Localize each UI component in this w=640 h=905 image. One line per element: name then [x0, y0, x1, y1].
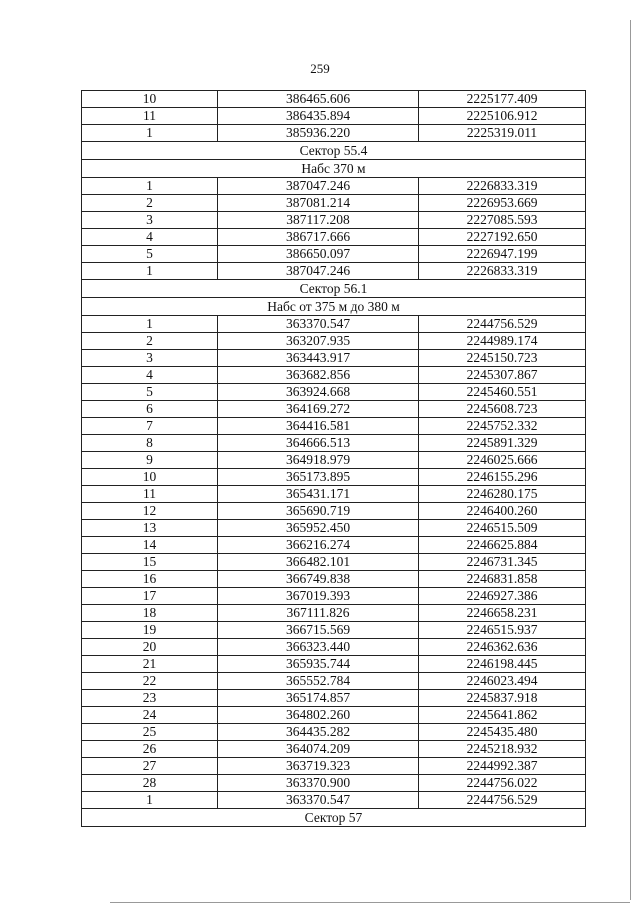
x-coordinate-cell: 367111.826 — [218, 605, 419, 622]
x-coordinate-cell: 387047.246 — [218, 263, 419, 280]
sector-header-row — [82, 298, 586, 316]
table-row — [82, 246, 586, 263]
y-coordinate-cell: 2244756.529 — [419, 792, 586, 809]
point-number-cell: 5 — [82, 384, 218, 401]
coordinates-table-body — [82, 91, 586, 827]
table-row — [82, 605, 586, 622]
point-number-cell: 14 — [82, 537, 218, 554]
y-coordinate-cell: 2244756.529 — [419, 316, 586, 333]
point-number-cell: 4 — [82, 229, 218, 246]
point-number-cell: 24 — [82, 707, 218, 724]
point-number-cell: 1 — [82, 178, 218, 195]
point-number-cell: 8 — [82, 435, 218, 452]
y-coordinate-cell: 2227192.650 — [419, 229, 586, 246]
point-number-cell: 2 — [82, 195, 218, 212]
x-coordinate-cell: 364666.513 — [218, 435, 419, 452]
y-coordinate-cell: 2245460.551 — [419, 384, 586, 401]
table-row — [82, 108, 586, 125]
x-coordinate-cell: 386465.606 — [218, 91, 419, 108]
y-coordinate-cell: 2246658.231 — [419, 605, 586, 622]
table-row — [82, 792, 586, 809]
sector-header-cell: Сектор 57 — [82, 809, 586, 827]
y-coordinate-cell: 2246731.345 — [419, 554, 586, 571]
point-number-cell: 25 — [82, 724, 218, 741]
y-coordinate-cell: 2226953.669 — [419, 195, 586, 212]
point-number-cell: 1 — [82, 316, 218, 333]
table-row — [82, 418, 586, 435]
y-coordinate-cell: 2246025.666 — [419, 452, 586, 469]
x-coordinate-cell: 363719.323 — [218, 758, 419, 775]
point-number-cell: 15 — [82, 554, 218, 571]
y-coordinate-cell: 2246198.445 — [419, 656, 586, 673]
y-coordinate-cell: 2244992.387 — [419, 758, 586, 775]
y-coordinate-cell: 2245150.723 — [419, 350, 586, 367]
x-coordinate-cell: 366216.274 — [218, 537, 419, 554]
sector-header-cell: Сектор 55.4 — [82, 142, 586, 160]
point-number-cell: 21 — [82, 656, 218, 673]
table-row — [82, 554, 586, 571]
y-coordinate-cell: 2245837.918 — [419, 690, 586, 707]
x-coordinate-cell: 364435.282 — [218, 724, 419, 741]
sector-header-cell: Набс 370 м — [82, 160, 586, 178]
sector-header-row — [82, 280, 586, 298]
scan-edge-bottom — [110, 902, 630, 903]
point-number-cell: 12 — [82, 503, 218, 520]
table-row — [82, 656, 586, 673]
x-coordinate-cell: 364802.260 — [218, 707, 419, 724]
point-number-cell: 17 — [82, 588, 218, 605]
point-number-cell: 20 — [82, 639, 218, 656]
y-coordinate-cell: 2245307.867 — [419, 367, 586, 384]
x-coordinate-cell: 363924.668 — [218, 384, 419, 401]
y-coordinate-cell: 2246362.636 — [419, 639, 586, 656]
point-number-cell: 27 — [82, 758, 218, 775]
point-number-cell: 18 — [82, 605, 218, 622]
x-coordinate-cell: 364918.979 — [218, 452, 419, 469]
y-coordinate-cell: 2244989.174 — [419, 333, 586, 350]
y-coordinate-cell: 2246400.260 — [419, 503, 586, 520]
point-number-cell: 11 — [82, 486, 218, 503]
x-coordinate-cell: 365935.744 — [218, 656, 419, 673]
sector-header-cell: Набс от 375 м до 380 м — [82, 298, 586, 316]
table-row — [82, 571, 586, 588]
table-row — [82, 401, 586, 418]
x-coordinate-cell: 363370.547 — [218, 792, 419, 809]
x-coordinate-cell: 363370.900 — [218, 775, 419, 792]
point-number-cell: 26 — [82, 741, 218, 758]
sector-header-row — [82, 160, 586, 178]
x-coordinate-cell: 364169.272 — [218, 401, 419, 418]
table-row — [82, 673, 586, 690]
point-number-cell: 1 — [82, 263, 218, 280]
table-row — [82, 639, 586, 656]
y-coordinate-cell: 2245435.480 — [419, 724, 586, 741]
table-row — [82, 690, 586, 707]
point-number-cell: 2 — [82, 333, 218, 350]
table-row — [82, 486, 586, 503]
x-coordinate-cell: 387081.214 — [218, 195, 419, 212]
scan-edge-right — [630, 20, 631, 900]
point-number-cell: 1 — [82, 125, 218, 142]
point-number-cell: 22 — [82, 673, 218, 690]
x-coordinate-cell: 363682.856 — [218, 367, 419, 384]
table-row — [82, 125, 586, 142]
y-coordinate-cell: 2225177.409 — [419, 91, 586, 108]
x-coordinate-cell: 363207.935 — [218, 333, 419, 350]
y-coordinate-cell: 2245641.862 — [419, 707, 586, 724]
sector-header-cell: Сектор 56.1 — [82, 280, 586, 298]
point-number-cell: 1 — [82, 792, 218, 809]
x-coordinate-cell: 365431.171 — [218, 486, 419, 503]
table-row — [82, 195, 586, 212]
table-row — [82, 178, 586, 195]
y-coordinate-cell: 2246831.858 — [419, 571, 586, 588]
point-number-cell: 13 — [82, 520, 218, 537]
table-row — [82, 384, 586, 401]
x-coordinate-cell: 366323.440 — [218, 639, 419, 656]
table-row — [82, 469, 586, 486]
y-coordinate-cell: 2246625.884 — [419, 537, 586, 554]
table-row — [82, 724, 586, 741]
x-coordinate-cell: 365552.784 — [218, 673, 419, 690]
table-row — [82, 367, 586, 384]
point-number-cell: 6 — [82, 401, 218, 418]
x-coordinate-cell: 366482.101 — [218, 554, 419, 571]
point-number-cell: 19 — [82, 622, 218, 639]
table-row — [82, 741, 586, 758]
x-coordinate-cell: 365174.857 — [218, 690, 419, 707]
y-coordinate-cell: 2245218.932 — [419, 741, 586, 758]
point-number-cell: 7 — [82, 418, 218, 435]
table-row — [82, 537, 586, 554]
x-coordinate-cell: 385936.220 — [218, 125, 419, 142]
x-coordinate-cell: 365952.450 — [218, 520, 419, 537]
x-coordinate-cell: 386650.097 — [218, 246, 419, 263]
coordinates-table — [81, 90, 586, 827]
table-row — [82, 435, 586, 452]
y-coordinate-cell: 2245752.332 — [419, 418, 586, 435]
table-row — [82, 503, 586, 520]
y-coordinate-cell: 2246023.494 — [419, 673, 586, 690]
x-coordinate-cell: 386717.666 — [218, 229, 419, 246]
y-coordinate-cell: 2245608.723 — [419, 401, 586, 418]
table-row — [82, 775, 586, 792]
point-number-cell: 11 — [82, 108, 218, 125]
sector-header-row — [82, 809, 586, 827]
y-coordinate-cell: 2225106.912 — [419, 108, 586, 125]
sector-header-row — [82, 142, 586, 160]
point-number-cell: 10 — [82, 91, 218, 108]
y-coordinate-cell: 2227085.593 — [419, 212, 586, 229]
point-number-cell: 28 — [82, 775, 218, 792]
y-coordinate-cell: 2226833.319 — [419, 178, 586, 195]
x-coordinate-cell: 363443.917 — [218, 350, 419, 367]
table-row — [82, 758, 586, 775]
point-number-cell: 3 — [82, 350, 218, 367]
point-number-cell: 10 — [82, 469, 218, 486]
y-coordinate-cell: 2226833.319 — [419, 263, 586, 280]
y-coordinate-cell: 2246515.937 — [419, 622, 586, 639]
table-row — [82, 333, 586, 350]
point-number-cell: 3 — [82, 212, 218, 229]
y-coordinate-cell: 2225319.011 — [419, 125, 586, 142]
table-row — [82, 520, 586, 537]
table-row — [82, 452, 586, 469]
x-coordinate-cell: 365173.895 — [218, 469, 419, 486]
page-number: 259 — [310, 61, 330, 76]
y-coordinate-cell: 2244756.022 — [419, 775, 586, 792]
table-row — [82, 707, 586, 724]
y-coordinate-cell: 2246515.509 — [419, 520, 586, 537]
y-coordinate-cell: 2246155.296 — [419, 469, 586, 486]
point-number-cell: 23 — [82, 690, 218, 707]
y-coordinate-cell: 2246280.175 — [419, 486, 586, 503]
x-coordinate-cell: 364416.581 — [218, 418, 419, 435]
x-coordinate-cell: 386435.894 — [218, 108, 419, 125]
point-number-cell: 16 — [82, 571, 218, 588]
point-number-cell: 9 — [82, 452, 218, 469]
x-coordinate-cell: 363370.547 — [218, 316, 419, 333]
y-coordinate-cell: 2245891.329 — [419, 435, 586, 452]
point-number-cell: 5 — [82, 246, 218, 263]
x-coordinate-cell: 387047.246 — [218, 178, 419, 195]
y-coordinate-cell: 2226947.199 — [419, 246, 586, 263]
table-row — [82, 588, 586, 605]
x-coordinate-cell: 367019.393 — [218, 588, 419, 605]
table-row — [82, 212, 586, 229]
table-row — [82, 91, 586, 108]
table-row — [82, 622, 586, 639]
x-coordinate-cell: 387117.208 — [218, 212, 419, 229]
x-coordinate-cell: 366715.569 — [218, 622, 419, 639]
y-coordinate-cell: 2246927.386 — [419, 588, 586, 605]
table-row — [82, 350, 586, 367]
x-coordinate-cell: 364074.209 — [218, 741, 419, 758]
x-coordinate-cell: 366749.838 — [218, 571, 419, 588]
x-coordinate-cell: 365690.719 — [218, 503, 419, 520]
table-row — [82, 263, 586, 280]
point-number-cell: 4 — [82, 367, 218, 384]
table-row — [82, 316, 586, 333]
table-row — [82, 229, 586, 246]
